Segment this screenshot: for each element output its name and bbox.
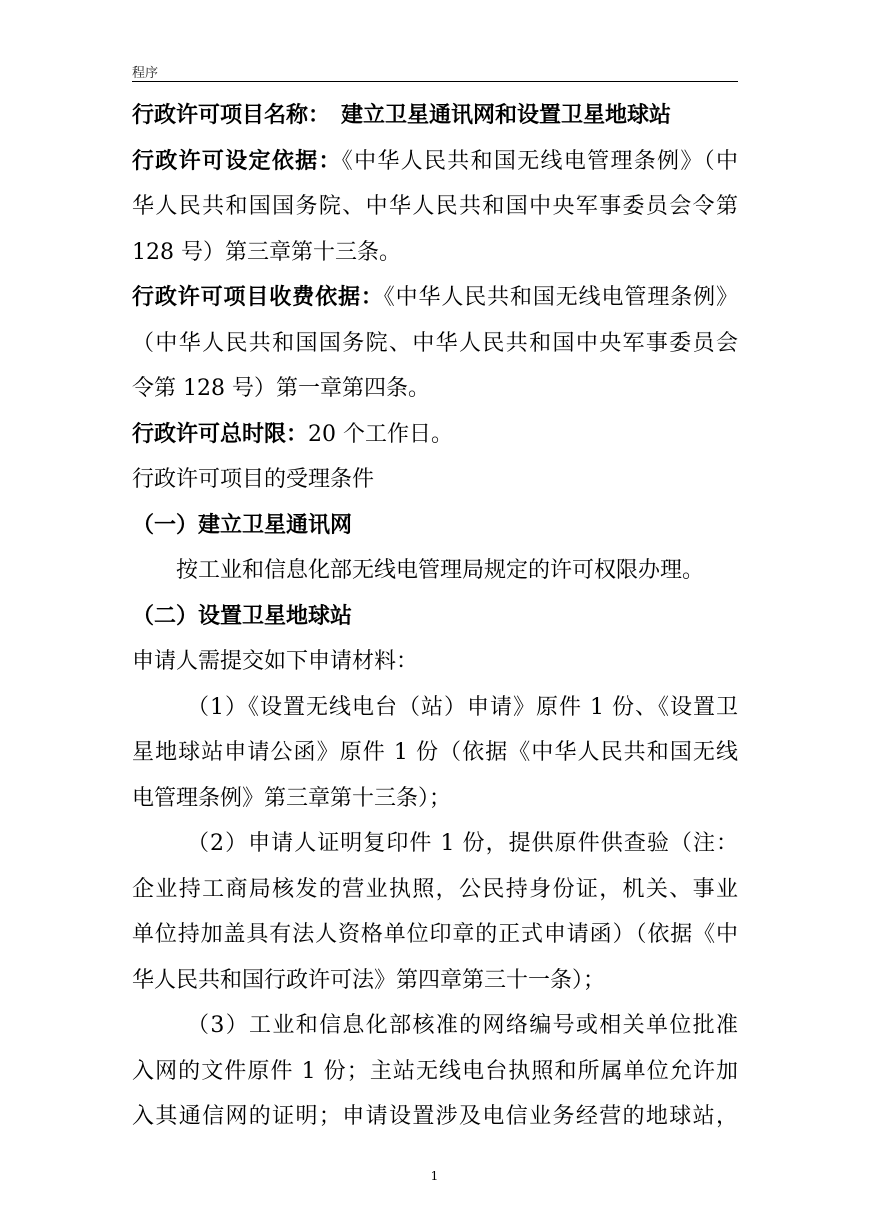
section-2-heading: （二）设置卫星地球站 xyxy=(132,603,353,629)
time-limit-line xyxy=(132,412,738,458)
time-limit-text: 20 个工作日。 xyxy=(308,421,454,447)
fee-basis-label: 行政许可项目收费依据： xyxy=(132,285,384,310)
acceptance-conditions-heading: 行政许可项目的受理条件 xyxy=(132,467,375,492)
legal-basis-text: 《中华人民共和国无线电管理条例》（中 xyxy=(341,148,738,174)
legal-basis-label: 行政许可设定依据： xyxy=(132,148,342,174)
project-name-value: 建立卫星通讯网和设置卫星地球站 xyxy=(319,103,672,128)
project-name-label: 行政许可项目名称： xyxy=(132,103,320,128)
running-header: 程序 xyxy=(132,66,159,81)
legal-basis-line xyxy=(132,139,738,185)
item-2-line-3: 单位持加盖具有法人资格单位印章的正式申请函）（依据《中 xyxy=(132,922,738,947)
materials-intro: 申请人需提交如下申请材料： xyxy=(132,649,419,674)
project-name-line xyxy=(132,93,738,139)
section-1-heading: （一）建立卫星通讯网 xyxy=(132,512,353,538)
item-2-line-4: 华人民共和国行政许可法》第四章第三十一条）； xyxy=(132,967,606,993)
item-2-line-2: 企业持工商局核发的营业执照，公民持身份证，机关、事业 xyxy=(132,876,738,902)
page-number: 1 xyxy=(430,1169,439,1183)
document-body xyxy=(132,93,738,1140)
legal-basis-cont-1: 华人民共和国国务院、中华人民共和国中央军事委员会令第 xyxy=(132,194,738,219)
fee-basis-cont-1: （中华人民共和国国务院、中华人民共和国中央军事委员会 xyxy=(132,330,738,356)
item-3-line-3: 入其通信网的证明；申请设置涉及电信业务经营的地球站， xyxy=(132,1104,738,1129)
time-limit-label: 行政许可总时限： xyxy=(132,421,309,447)
item-1-line-2: 星地球站申请公函》原件 1 份（依据《中华人民共和国无线 xyxy=(132,740,738,765)
fee-basis-line xyxy=(132,275,738,321)
fee-basis-cont-2: 令第 128 号）第一章第四条。 xyxy=(132,376,430,401)
item-1-line-3: 电管理条例》第三章第十三条）； xyxy=(132,785,452,811)
item-3-line-2: 入网的文件原件 1 份；主站无线电台执照和所属单位允许加 xyxy=(132,1058,738,1084)
legal-basis-cont-2: 128 号）第三章第十三条。 xyxy=(132,239,401,265)
section-1-text: 按工业和信息化部无线电管理局规定的许可权限办理。 xyxy=(176,558,705,583)
item-1-line-1: （1）《设置无线电台（站）申请》原件 1 份、《设置卫 xyxy=(187,694,738,720)
header-rule xyxy=(132,81,738,82)
item-2-line-1: （2）申请人证明复印件 1 份，提供原件供查验（注： xyxy=(187,831,738,856)
item-3-line-1: （3）工业和信息化部核准的网络编号或相关单位批准 xyxy=(187,1013,738,1038)
fee-basis-text: 《中华人民共和国无线电管理条例》 xyxy=(383,285,738,310)
